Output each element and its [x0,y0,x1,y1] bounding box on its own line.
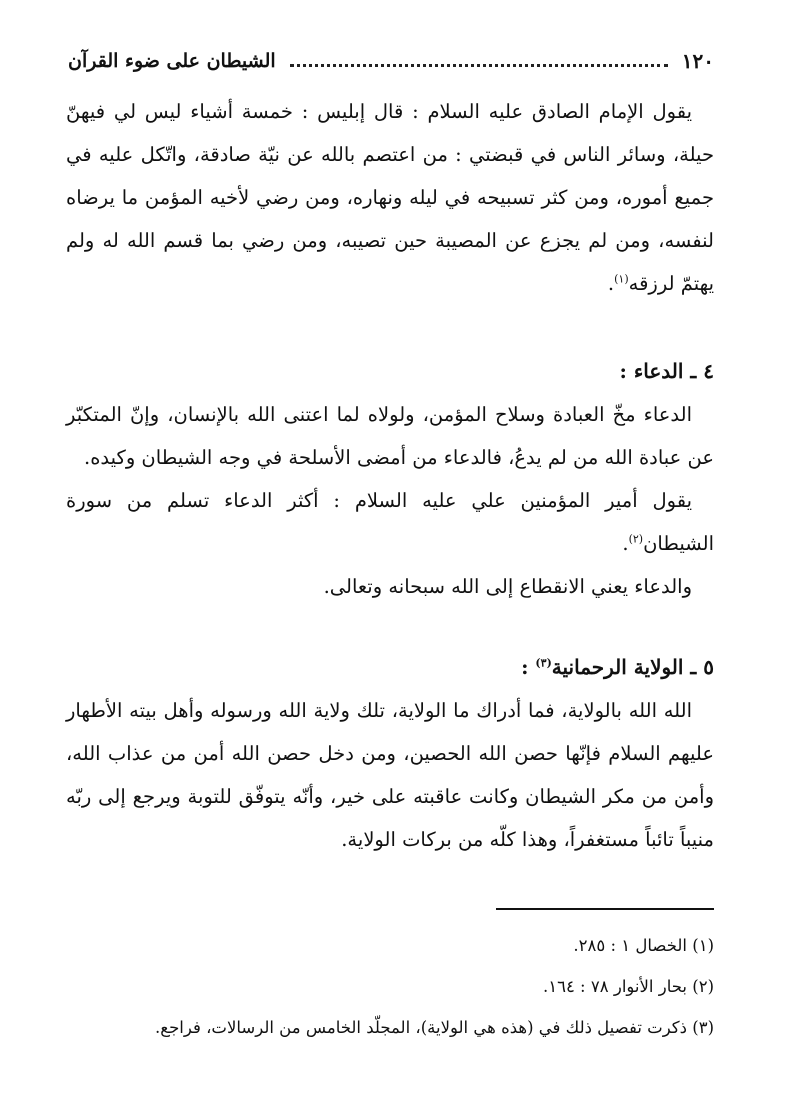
footnote-ref-1[interactable]: (١) [614,272,629,286]
paragraph-satan-quote [66,90,714,305]
spacer [66,608,714,646]
footnote-3: (٣) ذكرت تفصيل ذلك في (هذه هي الولاية)، المجلّد الخامس من الرسالات، فراجع. [155,1018,714,1037]
header-leader-dots [290,64,668,67]
heading-text: ٥ ـ الولاية الرحمانية [551,655,714,679]
footnote-separator [496,908,714,910]
paragraph-end: . [607,272,615,295]
footnote-ref-2[interactable]: (٢) [628,532,644,546]
section-heading-5 [66,646,714,689]
footnote-ref-3[interactable]: (٣) [535,656,552,670]
heading-end: : [521,655,536,679]
footnote-1: (١) الخصال ١ : ٢٨٥. [573,936,714,955]
paragraph-dua-meaning: والدعاء يعني الانقطاع إلى الله سبحانه وتعالى. [323,575,692,598]
section-heading-4: ٤ ـ الدعاء : [619,359,714,383]
footnote-2: (٢) بحار الأنوار ٧٨ : ١٦٤. [542,977,714,996]
paragraph-wilaya: الله الله بالولاية، فما أدراك ما الولاية، تلك ولاية الله ورسوله وأهل بيته الأطهار عليهم السلام فإنّها حصن الله الحصين، ومن دخل حصن الله أمن من عذاب الله، وأمن من مكر الشيطان وكانت عاقبته على خير، وأنّه يتوفّق للتوبة ويرجع إلى ربّه منيباً تائباً مستغفراً، وهذا كلّه من بركات الولاية. [66,699,714,851]
paragraph-dua: الدعاء مخّ العبادة وسلاح المؤمن، ولولاه لما اعتنى الله بالإنسان، وإنّ المتكبّر عن عبادة الله من لم يدعُ، فالدعاء من أمضى الأسلحة في وجه الشيطان وكيده. [66,403,714,469]
paragraph-end: . [622,532,629,555]
paragraph-amir-quote [66,479,714,565]
header-title: الشيطان على ضوء القرآن [68,50,276,72]
page-body [66,90,714,861]
paragraph-text: يقول الإمام الصادق عليه السلام : قال إبليس : خمسة أشياء ليس لي فيهنّ حيلة، وسائر الناس في قبضتي : من اعتصم بالله عن نيّة صادقة، واتّكل عليه في جميع أموره، ومن كثر تسبيحه في ليله ونهاره، ومن رضي لأخيه المؤمن ما يرضاه لنفسه، ومن لم يجزع عن المصيبة حين تصيبه، ومن رضي بما قسم الله له ولم يهتمّ لرزقه [66,100,714,295]
running-header [68,44,714,78]
paragraph-text: يقول أمير المؤمنين علي عليه السلام : أكثر الدعاء تسلم من سورة الشيطان [66,489,714,555]
page-number: ١٢٠ [681,49,714,73]
spacer [66,305,714,350]
footnotes [66,925,714,1048]
